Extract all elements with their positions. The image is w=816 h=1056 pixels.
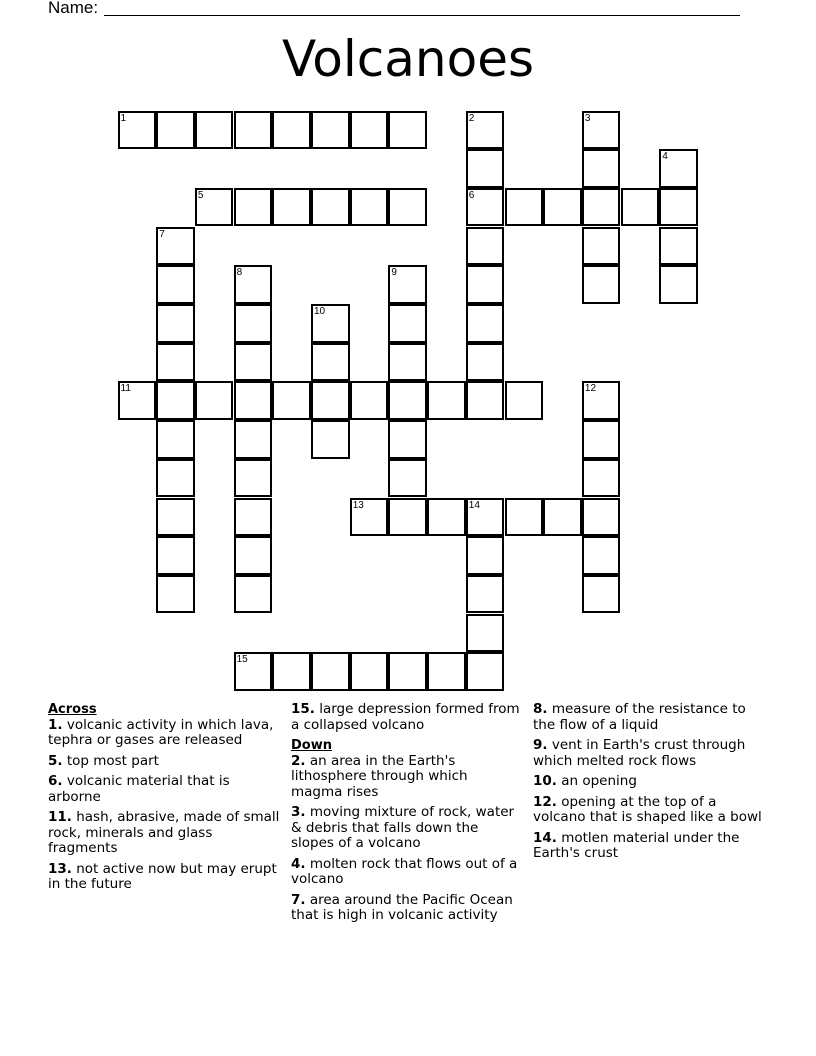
grid-cell[interactable] [234,536,273,575]
grid-cell[interactable] [234,265,273,304]
grid-cell[interactable] [272,652,311,691]
clue-text: area around the Pacific Ocean that is high in volcanic activity [291,891,513,923]
down-clue-list [291,754,523,924]
grid-cell[interactable] [234,652,273,691]
clue-number: 11. [48,809,72,825]
clue-number: 5. [48,752,63,769]
grid-cell[interactable] [234,381,273,420]
grid-cell[interactable] [311,652,350,691]
grid-cell[interactable] [582,227,621,266]
cell-number: 11 [120,383,131,395]
grid-cell[interactable] [156,265,195,304]
grid-cell[interactable] [427,498,466,537]
grid-cell[interactable] [350,188,389,227]
cell-number: 8 [236,267,243,279]
puzzle-title: Volcanoes [281,30,535,88]
grid-cell[interactable] [659,188,698,227]
cell-number: 1 [120,112,127,124]
clue-number: 10. [533,773,557,789]
grid-cell[interactable] [582,498,621,537]
grid-cell[interactable] [466,343,505,382]
grid-cell[interactable] [195,188,234,227]
grid-cell[interactable] [388,652,427,691]
grid-cell[interactable] [234,304,273,343]
clue-text: molten rock that flows out of a volcano [291,855,518,887]
grid-cell[interactable] [234,343,273,382]
grid-cell[interactable] [466,614,505,653]
grid-cell[interactable] [388,111,427,150]
grid-cell[interactable] [543,188,582,227]
grid-cell[interactable] [582,420,621,459]
clue-number: 15. [291,701,315,717]
cell-number: 6 [468,189,475,201]
grid-cell[interactable] [427,652,466,691]
cell-number: 13 [352,499,364,511]
grid-cell[interactable] [582,111,621,150]
clue-item [533,795,765,826]
cell-number: 12 [584,383,597,395]
grid-cell[interactable] [466,188,505,227]
clue-item [48,862,280,893]
grid-cell[interactable] [582,459,621,498]
grid-cell[interactable] [466,536,505,575]
clue-number: 7. [291,891,306,908]
grid-cell[interactable] [350,111,389,150]
clue-number: 9. [533,737,548,753]
grid-cell[interactable] [388,381,427,420]
clue-number: 8. [533,701,548,717]
grid-cell[interactable] [466,498,505,537]
clues-column-1 [48,702,280,898]
grid-cell[interactable] [156,575,195,614]
grid-cell[interactable] [195,111,234,150]
across-clue-list-continued [291,702,523,733]
grid-cell[interactable] [156,227,195,266]
grid-cell[interactable] [659,265,698,304]
clue-text: an area in the Earth's lithosphere through which magma rises [291,752,468,800]
clues-column-3 [533,702,765,867]
grid-cell[interactable] [388,459,427,498]
grid-cell[interactable] [659,227,698,266]
grid-cell[interactable] [582,381,621,420]
clue-text: an opening [561,773,637,789]
grid-cell[interactable] [156,304,195,343]
clue-item [48,774,280,805]
clue-item [291,805,523,852]
clue-text: motlen material under the Earth's crust [533,829,740,861]
grid-cell[interactable] [156,420,195,459]
grid-cell[interactable] [311,304,350,343]
cell-number: 7 [159,228,165,240]
grid-cell[interactable] [272,188,311,227]
grid-cell[interactable] [543,498,582,537]
clue-text: hash, abrasive, made of small rock, minerals and glass fragments [48,809,280,856]
across-heading: Across [48,702,97,717]
grid-cell[interactable] [234,420,273,459]
grid-cell[interactable] [466,149,505,188]
grid-cell[interactable] [350,498,389,537]
clue-item [291,893,523,924]
clue-item [48,718,280,749]
clue-number: 6. [48,773,63,789]
cell-number: 15 [236,654,248,666]
grid-cell[interactable] [234,111,273,150]
grid-cell[interactable] [156,536,195,575]
grid-cell[interactable] [156,381,195,420]
grid-cell[interactable] [272,381,311,420]
grid-cell[interactable] [582,149,621,188]
cell-number: 14 [468,499,480,511]
clue-text: top most part [66,752,159,769]
down-clue-list-continued [533,702,765,862]
cell-number: 2 [468,112,475,124]
cell-number: 3 [584,112,591,124]
grid-cell[interactable] [466,381,505,420]
grid-cell[interactable] [234,459,273,498]
grid-cell[interactable] [311,111,350,150]
grid-cell[interactable] [388,420,427,459]
grid-cell[interactable] [582,536,621,575]
clue-item [291,702,523,733]
grid-cell[interactable] [195,381,234,420]
grid-cell[interactable] [311,188,350,227]
grid-cell[interactable] [234,575,273,614]
grid-cell[interactable] [505,188,544,227]
cell-number: 5 [197,189,204,201]
name-label: Name: [48,0,99,17]
grid-cell[interactable] [156,343,195,382]
clue-number: 13. [48,860,72,877]
grid-cell[interactable] [272,111,311,150]
grid-cell[interactable] [427,381,466,420]
clue-text: moving mixture of rock, water & debris that falls down the slopes of a volcano [291,804,515,851]
clue-item [533,831,765,862]
clue-item [533,738,765,769]
grid-cell[interactable] [466,652,505,691]
grid-cell[interactable] [156,111,195,150]
grid-cell[interactable] [311,343,350,382]
grid-cell[interactable] [388,304,427,343]
grid-cell[interactable] [505,381,544,420]
grid-cell[interactable] [350,381,389,420]
clues-column-2 [291,702,523,929]
grid-cell[interactable] [466,265,505,304]
grid-cell[interactable] [505,498,544,537]
clue-item [533,774,765,790]
clue-text: opening at the top of a volcano that is shaped like a bowl [533,793,762,825]
clue-item [533,702,765,733]
clue-number: 4. [291,855,306,872]
down-heading: Down [291,738,332,753]
clue-number: 1. [48,716,63,733]
across-clue-list [48,718,280,893]
grid-cell[interactable] [466,227,505,266]
clue-item [291,857,523,888]
grid-cell[interactable] [156,459,195,498]
grid-cell[interactable] [582,188,621,227]
clue-text: large depression formed from a collapsed volcano [291,701,520,733]
clue-item [291,754,523,801]
grid-cell[interactable] [466,304,505,343]
grid-cell[interactable] [659,149,698,188]
grid-cell[interactable] [156,498,195,537]
clue-text: volcanic material that is arborne [48,773,230,805]
grid-cell[interactable] [388,343,427,382]
grid-cell[interactable] [466,111,505,150]
clue-number: 12. [533,793,557,810]
clue-text: not active now but may erupt in the future [48,860,277,892]
clue-number: 14. [533,829,557,846]
clue-text: measure of the resistance to the flow of a liquid [533,701,746,733]
grid-cell[interactable] [388,265,427,304]
grid-cell[interactable] [118,111,157,150]
grid-cell[interactable] [311,381,350,420]
clue-number: 2. [291,752,306,769]
grid-cell[interactable] [466,575,505,614]
grid-cell[interactable] [388,498,427,537]
grid-cell[interactable] [388,188,427,227]
grid-cell[interactable] [234,188,273,227]
clue-text: vent in Earth's crust through which melted rock flows [533,737,746,769]
clue-text: volcanic activity in which lava, tephra or gases are released [48,716,274,748]
grid-cell[interactable] [118,381,157,420]
grid-cell[interactable] [582,265,621,304]
clue-item [48,754,280,770]
grid-cell[interactable] [350,652,389,691]
cell-number: 9 [391,267,397,279]
cell-number: 4 [662,151,668,163]
cell-number: 10 [314,306,326,317]
grid-cell[interactable] [582,575,621,614]
grid-cell[interactable] [621,188,660,227]
grid-cell[interactable] [234,498,273,537]
grid-cell[interactable] [311,420,350,459]
clue-item [48,810,280,857]
clue-number: 3. [291,804,306,820]
